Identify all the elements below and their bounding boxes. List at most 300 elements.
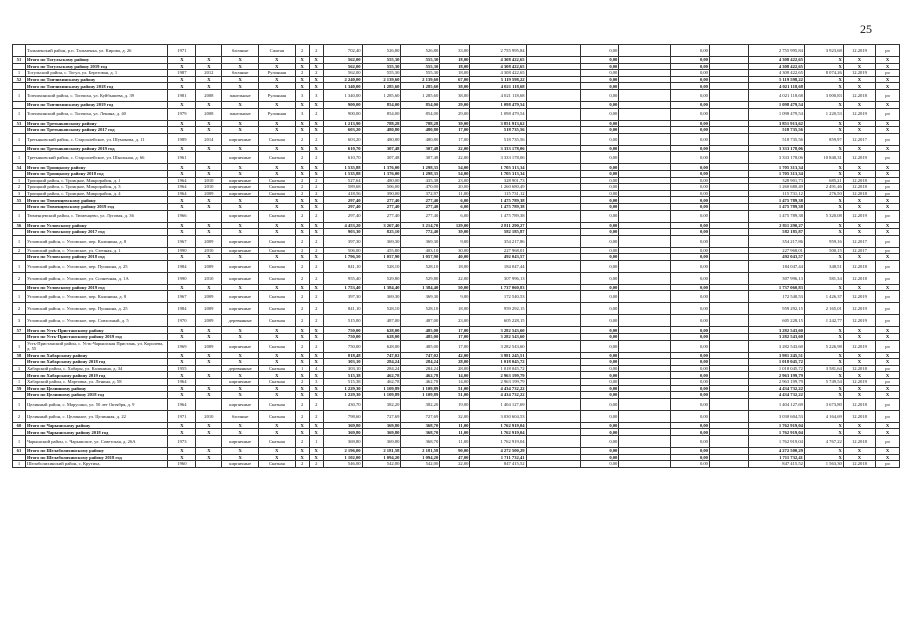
- table-cell: X: [804, 392, 843, 399]
- table-cell: [619, 177, 671, 184]
- table-cell: Скатная: [259, 340, 296, 352]
- table-cell: Итого по Тюменцевскому району 2019 год: [25, 203, 167, 210]
- table-cell: 900,00: [323, 108, 362, 120]
- table-cell: [709, 334, 748, 341]
- table-cell: X: [196, 284, 222, 291]
- table-cell: 2: [295, 291, 309, 303]
- table-cell: X: [843, 422, 875, 429]
- table-cell: Усть-Пристанский район, с. Усть-Чарышская Пристань, ул. Королева, д. 55: [25, 340, 167, 352]
- table-cell: X: [168, 63, 196, 70]
- table-cell: 841,10: [323, 303, 362, 315]
- table-cell: 3 282 543,60: [748, 340, 804, 352]
- table-cell: X: [222, 120, 259, 127]
- table-cell: X: [295, 76, 309, 83]
- table-cell: Итого по Усть-Пристанскому району 2019 год: [25, 334, 167, 341]
- table-cell: ро: [876, 340, 900, 352]
- table-cell: 527,64: [323, 177, 362, 184]
- table-cell: [526, 385, 580, 392]
- table-cell: 0,00: [580, 76, 619, 83]
- table-row: [13, 89, 900, 101]
- table-cell: [526, 303, 580, 315]
- table-cell: 1 340,00: [323, 83, 362, 90]
- table-cell: 2: [295, 340, 309, 352]
- table-cell: [619, 327, 671, 334]
- table-cell: Скатная: [259, 379, 296, 386]
- table-cell: 0,00: [671, 327, 710, 334]
- table-cell: 277,40: [401, 197, 440, 204]
- table-cell: 0,00: [671, 448, 710, 455]
- table-row: [13, 190, 900, 197]
- table-cell: [709, 45, 748, 57]
- table-cell: 1 260 680,49: [470, 184, 526, 191]
- table-cell: 900,00: [323, 101, 362, 108]
- table-cell: [619, 448, 671, 455]
- table-cell: 3 282 543,60: [470, 340, 526, 352]
- table-cell: X: [804, 164, 843, 171]
- table-cell: 854,00: [362, 108, 401, 120]
- table-cell: X: [804, 170, 843, 177]
- table-cell: [709, 429, 748, 436]
- table-cell: X: [843, 385, 875, 392]
- table-cell: Топчихинский район, с. Топчиха, ул. Ленина, д. 40: [25, 108, 167, 120]
- table-cell: [619, 45, 671, 57]
- table-cell: ро: [876, 177, 900, 184]
- table-cell: 1973: [168, 436, 196, 448]
- table-cell: [13, 83, 26, 90]
- table-cell: X: [804, 222, 843, 229]
- summary-row: [13, 127, 900, 134]
- table-cell: ро: [876, 210, 900, 222]
- table-cell: X: [196, 229, 222, 236]
- table-cell: X: [196, 448, 222, 455]
- table-cell: 0,00: [671, 120, 710, 127]
- table-cell: X: [804, 63, 843, 70]
- table-cell: 0,00: [671, 127, 710, 134]
- table-cell: 276,50: [804, 190, 843, 197]
- table-cell: 1 285,60: [401, 89, 440, 101]
- table-cell: 487,00: [401, 315, 440, 327]
- table-row: [13, 184, 900, 191]
- table-cell: 2: [13, 303, 26, 315]
- table-cell: 0,00: [580, 272, 619, 284]
- table-cell: 2: [295, 70, 309, 77]
- table-cell: 589,68: [323, 184, 362, 191]
- table-cell: 397,30: [323, 235, 362, 247]
- table-cell: [526, 133, 580, 145]
- table-cell: 12.2018: [843, 260, 875, 272]
- table-cell: 2: [295, 315, 309, 327]
- table-cell: X: [196, 422, 222, 429]
- table-cell: 2: [309, 177, 323, 184]
- table-cell: X: [168, 164, 196, 171]
- table-cell: Скатная: [259, 152, 296, 164]
- table-row: [13, 260, 900, 272]
- table-cell: X: [876, 197, 900, 204]
- table-cell: 1: [13, 461, 26, 468]
- table-cell: 0,00: [671, 303, 710, 315]
- table-cell: X: [309, 120, 323, 127]
- table-cell: 2: [309, 303, 323, 315]
- table-cell: Угловский район, с. Угловское, пер. Пушкина, д. 25: [25, 303, 167, 315]
- table-cell: 172 540,53: [470, 291, 526, 303]
- table-cell: X: [259, 101, 296, 108]
- table-cell: 2: [309, 45, 323, 57]
- table-cell: X: [309, 203, 323, 210]
- table-cell: X: [309, 359, 323, 366]
- table-cell: [619, 127, 671, 134]
- table-cell: X: [804, 57, 843, 64]
- table-cell: 0,00: [671, 170, 710, 177]
- table-cell: 2: [309, 133, 323, 145]
- table-cell: 2 240,00: [323, 76, 362, 83]
- table-cell: 11,00: [440, 190, 470, 197]
- table-cell: X: [168, 83, 196, 90]
- table-cell: 1 762 919,04: [470, 436, 526, 448]
- table-cell: [619, 429, 671, 436]
- table-cell: X: [222, 101, 259, 108]
- table-cell: деревянные: [222, 365, 259, 372]
- table-cell: 2 755 995,84: [470, 45, 526, 57]
- table-cell: деревянные: [222, 315, 259, 327]
- table-cell: 51,00: [440, 392, 470, 399]
- table-cell: 2009: [196, 235, 222, 247]
- summary-row: [13, 203, 900, 210]
- table-cell: X: [876, 284, 900, 291]
- table-cell: 277,40: [401, 210, 440, 222]
- table-cell: панельные: [222, 108, 259, 120]
- table-cell: 11,00: [440, 436, 470, 448]
- table-cell: 2014: [196, 133, 222, 145]
- table-cell: X: [222, 197, 259, 204]
- table-cell: 40,00: [440, 254, 470, 261]
- table-cell: X: [168, 57, 196, 64]
- table-cell: 5 119 598,22: [470, 76, 526, 83]
- table-cell: X: [259, 127, 296, 134]
- table-cell: 506,00: [362, 184, 401, 191]
- table-cell: 2: [295, 260, 309, 272]
- table-cell: 1 109,89: [401, 392, 440, 399]
- table-cell: кирпичные: [222, 177, 259, 184]
- table-cell: X: [222, 284, 259, 291]
- table-cell: 19,00: [440, 398, 470, 410]
- table-cell: 0,00: [671, 222, 710, 229]
- table-cell: Чарышский район, с. Чарышское, ул. Советская, д. 26А: [25, 436, 167, 448]
- table-cell: X: [804, 203, 843, 210]
- table-cell: 57: [13, 327, 26, 334]
- table-cell: [709, 254, 748, 261]
- table-cell: X: [876, 164, 900, 171]
- table-cell: X: [295, 334, 309, 341]
- table-cell: Скатная: [259, 410, 296, 422]
- table-cell: 1 711 732,41: [748, 454, 804, 461]
- summary-row: [13, 120, 900, 127]
- table-cell: X: [804, 229, 843, 236]
- table-cell: 2: [295, 461, 309, 468]
- table-cell: 1 426,37: [804, 291, 843, 303]
- table-cell: 51,00: [440, 385, 470, 392]
- table-cell: X: [804, 83, 843, 90]
- table-cell: X: [196, 145, 222, 152]
- table-cell: Итого по Хабарскому району 2018 год: [25, 359, 167, 366]
- table-cell: 0,00: [580, 127, 619, 134]
- table-cell: 0,00: [671, 315, 710, 327]
- table-cell: 4: [309, 365, 323, 372]
- table-cell: X: [196, 334, 222, 341]
- table-cell: X: [309, 76, 323, 83]
- table-cell: 1 762 919,04: [470, 422, 526, 429]
- table-cell: [709, 120, 748, 127]
- table-cell: 1 384,40: [401, 284, 440, 291]
- table-cell: X: [876, 101, 900, 108]
- table-cell: кирпичные: [222, 235, 259, 247]
- table-cell: [619, 340, 671, 352]
- table-cell: 277,40: [362, 210, 401, 222]
- table-cell: 1 102,00: [323, 454, 362, 461]
- table-cell: 0,00: [580, 70, 619, 77]
- table-cell: X: [843, 327, 875, 334]
- table-cell: X: [309, 392, 323, 399]
- table-cell: 2: [295, 152, 309, 164]
- table-cell: X: [295, 454, 309, 461]
- table-cell: 1 098 479,54: [470, 108, 526, 120]
- table-cell: кирпичные: [222, 272, 259, 284]
- summary-row: [13, 63, 900, 70]
- table-cell: Скатная: [259, 436, 296, 448]
- table-cell: блочные: [222, 70, 259, 77]
- table-cell: X: [876, 448, 900, 455]
- table-cell: [619, 422, 671, 429]
- table-cell: X: [309, 83, 323, 90]
- table-cell: кирпичные: [222, 436, 259, 448]
- table-cell: 303,10: [323, 359, 362, 366]
- table-cell: [526, 184, 580, 191]
- table-cell: 369,80: [323, 422, 362, 429]
- table-cell: [709, 152, 748, 164]
- table-row: [13, 291, 900, 303]
- table-cell: X: [843, 170, 875, 177]
- table-cell: 11,00: [440, 429, 470, 436]
- table-cell: Скатная: [259, 365, 296, 372]
- table-cell: X: [295, 448, 309, 455]
- table-cell: 0,00: [580, 284, 619, 291]
- table-cell: [196, 45, 222, 57]
- table-cell: 23,00: [440, 315, 470, 327]
- table-cell: 0,00: [580, 247, 619, 254]
- summary-row: [13, 76, 900, 83]
- table-row: [13, 45, 900, 57]
- table-cell: 23,00: [440, 177, 470, 184]
- table-cell: 0,00: [671, 89, 710, 101]
- table-cell: [526, 422, 580, 429]
- table-cell: 10 840,31: [804, 152, 843, 164]
- table-cell: [619, 190, 671, 197]
- table-cell: 2: [13, 184, 26, 191]
- table-row: [13, 235, 900, 247]
- table-cell: 18,00: [440, 63, 470, 70]
- table-cell: Итого по Тюменцевскому району: [25, 197, 167, 204]
- table-cell: 4 434 732,22: [470, 392, 526, 399]
- table-cell: Троицкий район, с. Троицкое, Микрорайон, д. 1: [25, 177, 167, 184]
- table-cell: 3: [13, 190, 26, 197]
- table-cell: 0,00: [671, 177, 710, 184]
- table-cell: X: [876, 222, 900, 229]
- table-cell: кирпичные: [222, 190, 259, 197]
- table-cell: Рулонная: [259, 108, 296, 120]
- table-cell: 2: [295, 190, 309, 197]
- table-cell: [709, 385, 748, 392]
- table-cell: 1966: [168, 210, 196, 222]
- table-cell: 3 333 178,06: [470, 145, 526, 152]
- table-cell: [619, 83, 671, 90]
- table-cell: 2012: [196, 70, 222, 77]
- table-cell: Итого по Третьяковскому району 2017 год: [25, 127, 167, 134]
- table-cell: X: [309, 429, 323, 436]
- table-cell: 528,10: [362, 260, 401, 272]
- table-cell: X: [259, 385, 296, 392]
- table-cell: 1 109,89: [362, 392, 401, 399]
- table-cell: [619, 170, 671, 177]
- table-cell: Скатная: [259, 235, 296, 247]
- table-cell: 1: [309, 436, 323, 448]
- table-cell: 115 731,12: [748, 190, 804, 197]
- table-cell: 0,00: [671, 197, 710, 204]
- table-cell: Скатная: [259, 291, 296, 303]
- table-cell: X: [259, 222, 296, 229]
- table-cell: 4 434 732,22: [470, 385, 526, 392]
- table-cell: 1 535,88: [323, 164, 362, 171]
- table-cell: 518 735,56: [748, 133, 804, 145]
- table-row: [13, 70, 900, 77]
- table-cell: [709, 436, 748, 448]
- table-cell: [709, 108, 748, 120]
- table-cell: 0,00: [671, 247, 710, 254]
- table-cell: [709, 291, 748, 303]
- table-cell: 1: [13, 436, 26, 448]
- table-cell: 284,24: [401, 359, 440, 366]
- table-cell: X: [876, 385, 900, 392]
- table-cell: 4 021 118,68: [748, 83, 804, 90]
- table-cell: X: [295, 127, 309, 134]
- table-cell: [526, 284, 580, 291]
- table-cell: [526, 291, 580, 303]
- table-cell: [526, 272, 580, 284]
- table-cell: 1 762 919,04: [748, 422, 804, 429]
- table-cell: 297,40: [323, 203, 362, 210]
- table-cell: 17,00: [440, 127, 470, 134]
- table-cell: X: [196, 352, 222, 359]
- table-cell: 3 851 913,62: [470, 120, 526, 127]
- table-cell: Шелаболихинский район, с. Крутиха,: [25, 461, 167, 468]
- table-cell: 2009: [196, 190, 222, 197]
- table-cell: 480,80: [401, 127, 440, 134]
- table-cell: [709, 203, 748, 210]
- table-cell: [13, 145, 26, 152]
- table-cell: 1 535,88: [323, 170, 362, 177]
- table-cell: Итого по Троицкому району: [25, 164, 167, 171]
- table-cell: 1 705 313,34: [470, 170, 526, 177]
- table-cell: 369,30: [362, 291, 401, 303]
- table-cell: X: [168, 170, 196, 177]
- table-cell: Итого по Тогульскому району 2019 год: [25, 63, 167, 70]
- table-cell: X: [222, 203, 259, 210]
- table-cell: [709, 284, 748, 291]
- table-cell: кирпичные: [222, 260, 259, 272]
- table-cell: 0,00: [580, 303, 619, 315]
- table-cell: 1 018 045,72: [748, 359, 804, 366]
- table-cell: Итого по Топчихинскому району 2019 год: [25, 101, 167, 108]
- table-cell: 0,00: [580, 461, 619, 468]
- table-cell: 0,00: [580, 170, 619, 177]
- table-cell: 227 968,01: [470, 247, 526, 254]
- table-cell: [526, 120, 580, 127]
- table-cell: 3 282 543,60: [470, 334, 526, 341]
- table-cell: 1961: [168, 152, 196, 164]
- table-cell: 390,00: [362, 190, 401, 197]
- table-cell: [526, 372, 580, 379]
- table-cell: [709, 229, 748, 236]
- table-cell: 0,00: [671, 334, 710, 341]
- table-cell: Угловский район, с. Угловское, пер. Пушкина, д. 25: [25, 260, 167, 272]
- table-cell: X: [196, 254, 222, 261]
- table-cell: кирпичные: [222, 303, 259, 315]
- table-cell: Угловский район, с. Угловское, пер. Калинина, д. 8: [25, 291, 167, 303]
- table-cell: X: [843, 145, 875, 152]
- table-cell: X: [222, 334, 259, 341]
- table-cell: 18,00: [440, 57, 470, 64]
- table-cell: 1964: [168, 190, 196, 197]
- table-cell: Рулонная: [259, 70, 296, 77]
- table-cell: 0,00: [580, 164, 619, 171]
- table-cell: [526, 365, 580, 372]
- table-cell: [526, 398, 580, 410]
- table-cell: 0,00: [580, 429, 619, 436]
- table-cell: 0,00: [671, 291, 710, 303]
- table-row: [13, 340, 900, 352]
- table-cell: 1 475 789,38: [748, 210, 804, 222]
- table-cell: X: [843, 359, 875, 366]
- table-cell: 1: [13, 133, 26, 145]
- table-cell: Скатная: [259, 133, 296, 145]
- table-cell: 859,97: [804, 133, 843, 145]
- table-cell: 55: [13, 197, 26, 204]
- table-cell: [619, 101, 671, 108]
- table-cell: 0,00: [671, 385, 710, 392]
- table-cell: [13, 127, 26, 134]
- table-cell: [619, 385, 671, 392]
- table-cell: X: [876, 392, 900, 399]
- table-cell: [526, 379, 580, 386]
- table-cell: 58: [13, 352, 26, 359]
- table-cell: 0,00: [580, 45, 619, 57]
- table-cell: [709, 57, 748, 64]
- table-cell: 368,70: [401, 429, 440, 436]
- table-cell: 1 098 479,54: [748, 108, 804, 120]
- table-cell: 0,00: [580, 203, 619, 210]
- table-cell: 2: [309, 190, 323, 197]
- table-cell: 0,00: [580, 454, 619, 461]
- table-cell: X: [168, 334, 196, 341]
- table-cell: 307,48: [362, 145, 401, 152]
- table-cell: Угловский район, с. Угловское, ул. Солнечная, д. 1А: [25, 272, 167, 284]
- table-cell: 0,00: [671, 372, 710, 379]
- table-cell: 2: [309, 272, 323, 284]
- table-cell: [619, 260, 671, 272]
- table-cell: 2: [309, 461, 323, 468]
- table-cell: 1 098 479,54: [748, 101, 804, 108]
- table-cell: 455,80: [362, 247, 401, 254]
- table-cell: X: [843, 57, 875, 64]
- table-cell: 0,00: [671, 365, 710, 372]
